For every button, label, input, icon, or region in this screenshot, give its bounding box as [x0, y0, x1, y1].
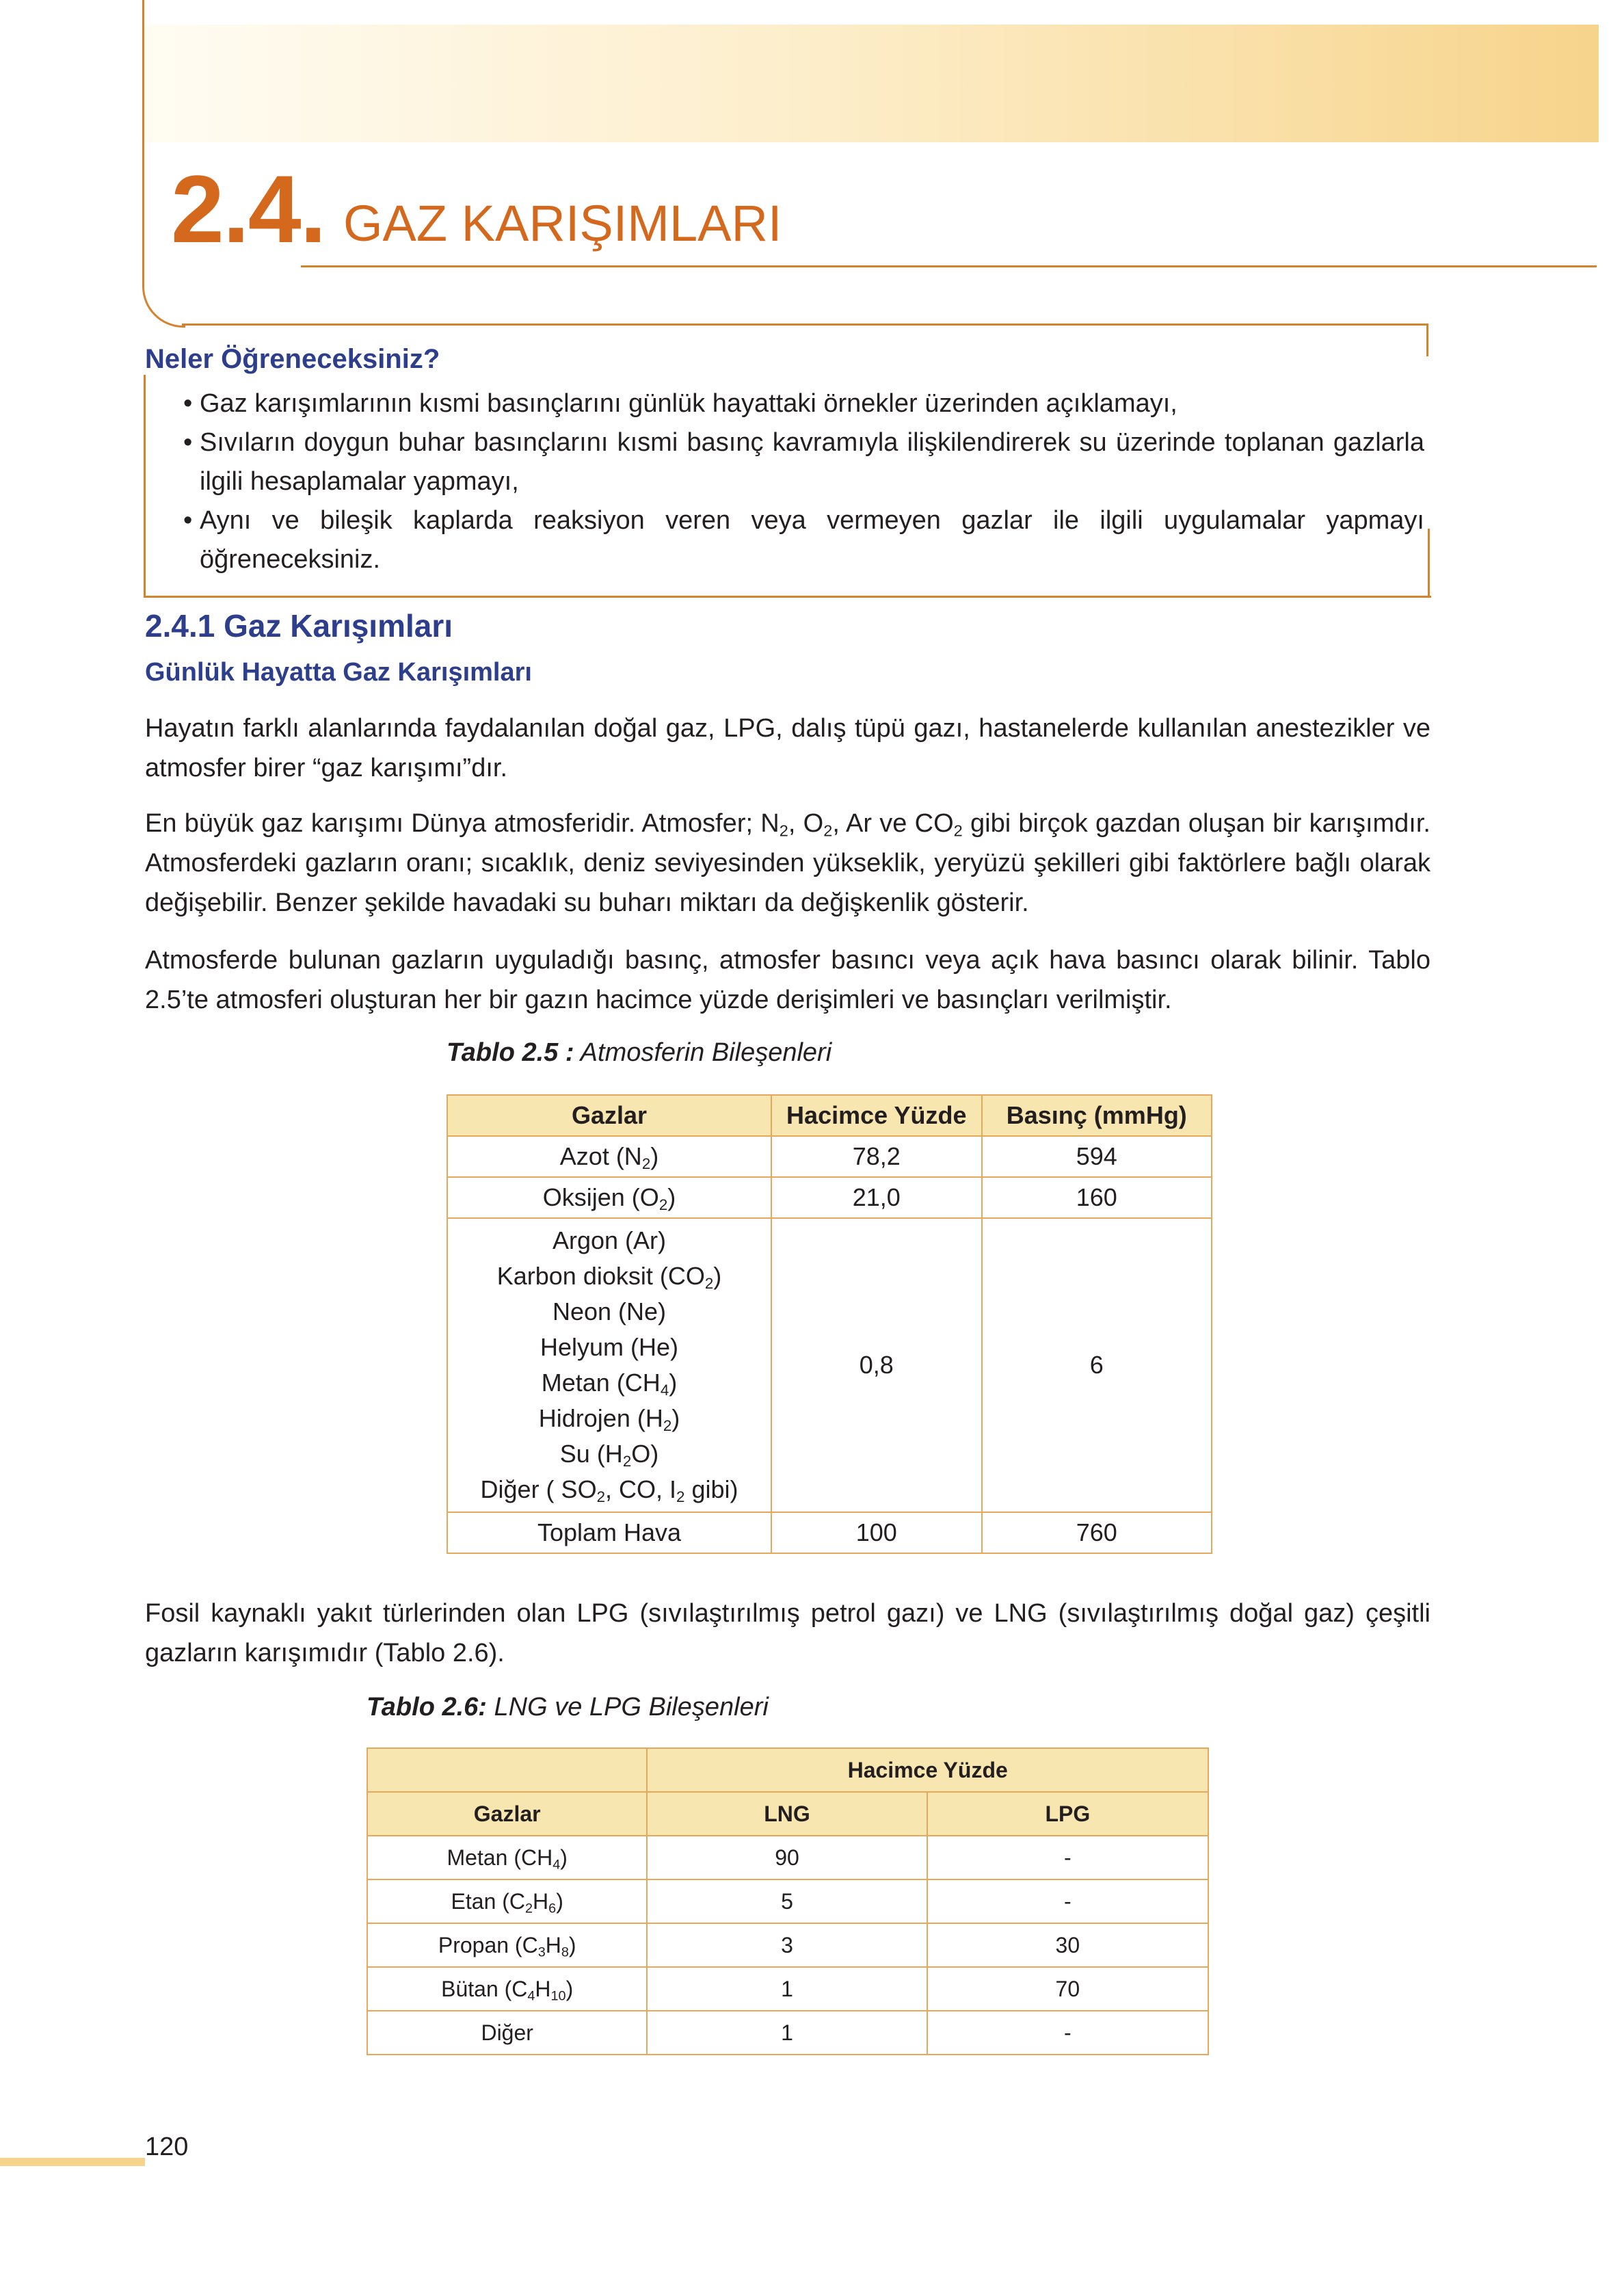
lng-value: 1: [647, 1967, 927, 2011]
table-row-total: [447, 1512, 1212, 1553]
pressure-value: 160: [982, 1177, 1212, 1218]
section-subtitle: Günlük Hayatta Gaz Karışımları: [145, 658, 532, 687]
col-header-gases: Gazlar: [447, 1095, 771, 1136]
gas-name: Metan $(CH_4)$: [367, 1836, 647, 1879]
paragraph-4: Fosil kaynaklı yakıt türlerinden olan LPG (sıvılaştırılmış petrol gazı) ve LNG (sıvılaştırılmış doğal gaz) çeşitli gazların karışımıdır (Tablo 2.6).: [145, 1599, 1430, 1667]
table-group-header-row: [367, 1748, 1208, 1792]
objective-item: • Gaz karışımlarının kısmi basınçlarını günlük hayattaki örnekler üzerinden açıklamayı,: [183, 384, 1424, 423]
objectives-list: [183, 384, 1424, 579]
lpg-value: -: [927, 2011, 1208, 2055]
page-number: 120: [145, 2133, 189, 2161]
col-header-pressure: Basınç (mmHg): [982, 1095, 1212, 1136]
empty-header-cell: [367, 1748, 647, 1792]
header-banner: [142, 25, 1599, 142]
paragraph-1: Hayatın farklı alanlarında faydalanılan doğal gaz, LPG, dalış tüpü gazı, hastanelerde kullanılan anestezikler ve atmosfer birer “gaz karışımı”dır.: [145, 714, 1430, 782]
gas-name: Bütan $(C_4H_{10})$: [367, 1967, 647, 2011]
lpg-value: 70: [927, 1967, 1208, 2011]
lpg-value: -: [927, 1879, 1208, 1923]
chapter-title: GAZ KARIŞIMLARI: [343, 195, 782, 252]
gas-name: Toplam Hava: [447, 1512, 771, 1553]
table-row: [447, 1136, 1212, 1177]
col-header-gases: Gazlar: [367, 1792, 647, 1836]
lpg-value: -: [927, 1836, 1208, 1879]
objectives-box-right: [1428, 529, 1430, 597]
table-row: [367, 2011, 1208, 2055]
lng-value: 5: [647, 1879, 927, 1923]
volume-percent: 21,0: [771, 1177, 982, 1218]
page-number-bar: [0, 2158, 145, 2166]
lpg-value: 30: [927, 1923, 1208, 1967]
gas-name: Oksijen $(O_2)$: [447, 1177, 771, 1218]
table-row: [367, 1836, 1208, 1879]
objective-item: • Aynı ve bileşik kaplarda reaksiyon veren veya vermeyen gazlar ile ilgili uygulamalar yapmayı öğreneceksiniz.: [183, 501, 1424, 579]
pressure-value: 6: [982, 1218, 1212, 1512]
table-row: [367, 1879, 1208, 1923]
col-header-lpg: LPG: [927, 1792, 1208, 1836]
gas-name: Etan $(C_2H_6)$: [367, 1879, 647, 1923]
gas-name: Diğer: [367, 2011, 647, 2055]
section-title: 2.4.1 Gaz Karışımları: [145, 608, 453, 644]
table-header-row: [367, 1792, 1208, 1836]
pressure-value: 594: [982, 1136, 1212, 1177]
table-row: [447, 1177, 1212, 1218]
frame-corner-curve: [142, 274, 185, 328]
table-atmosphere-components: [447, 1094, 1212, 1554]
volume-percent: 78,2: [771, 1136, 982, 1177]
table-lng-lpg-components: [367, 1747, 1209, 2055]
lng-value: 3: [647, 1923, 927, 1967]
objectives-heading: Neler Öğreneceksiniz?: [145, 344, 440, 374]
objective-item: • Sıvıların doygun buhar basınçlarını kısmi basınç kavramıyla ilişkilendirerek su üzerinde toplanan gazlarla ilgili hesaplamalar yapmayı,: [183, 423, 1424, 501]
table6-caption: Tablo 2.6: LNG ve LPG Bileşenleri: [367, 1693, 769, 1721]
chapter-number: 2.4.: [171, 155, 325, 263]
table-row: [367, 1923, 1208, 1967]
frame-left-line: [142, 0, 144, 282]
frame-bottom-line: [182, 324, 1428, 326]
col-header-volume-percent: Hacimce Yüzde: [771, 1095, 982, 1136]
col-header-lng: LNG: [647, 1792, 927, 1836]
volume-percent: 0,8: [771, 1218, 982, 1512]
paragraph-3: Atmosferde bulunan gazların uyguladığı basınç, atmosfer basıncı veya açık hava basıncı olarak bilinir. Tablo 2.5’te atmosferi oluşturan her bir gazın hacimce yüzde derişimleri ve basınçları verilmiştir.: [145, 946, 1430, 1014]
pressure-value: 760: [982, 1512, 1212, 1553]
table-row-group: [447, 1218, 1212, 1512]
lng-value: 90: [647, 1836, 927, 1879]
gas-name: Azot $(N_2)$: [447, 1136, 771, 1177]
gas-name-group: Argon (Ar) Karbon dioksit $(CO_2)$ Neon (Ne) Helyum (He) Metan $(CH_4)$ Hidrojen $(H_2)$ Su $(H_2O)$ Diğer ( $SO_2$, CO, $I_2$ gibi): [447, 1218, 771, 1512]
lng-value: 1: [647, 2011, 927, 2055]
gas-name: Propan $(C_3H_8)$: [367, 1923, 647, 1967]
group-header-volume-percent: Hacimce Yüzde: [647, 1748, 1208, 1792]
volume-percent: 100: [771, 1512, 982, 1553]
table5-caption: Tablo 2.5 : Atmosferin Bileşenleri: [447, 1038, 832, 1067]
title-underline: [301, 265, 1597, 267]
table-header-row: [447, 1095, 1212, 1136]
table-row: [367, 1967, 1208, 2011]
frame-right-line: [1426, 324, 1428, 356]
paragraph-2: En büyük gaz karışımı Dünya atmosferidir. Atmosfer; $N_2$, $O_2$, Ar ve $CO_2$ gibi birçok gazdan oluşan bir karışımdır. Atmosferdeki gazların oranı; sıcaklık, deniz seviyesinden yükseklik, yeryüzü şekilleri gibi faktörlere bağlı olarak değişebilir. Benzer şekilde havadaki su buharı miktarı da değişkenlik gösterir.: [145, 809, 1430, 917]
